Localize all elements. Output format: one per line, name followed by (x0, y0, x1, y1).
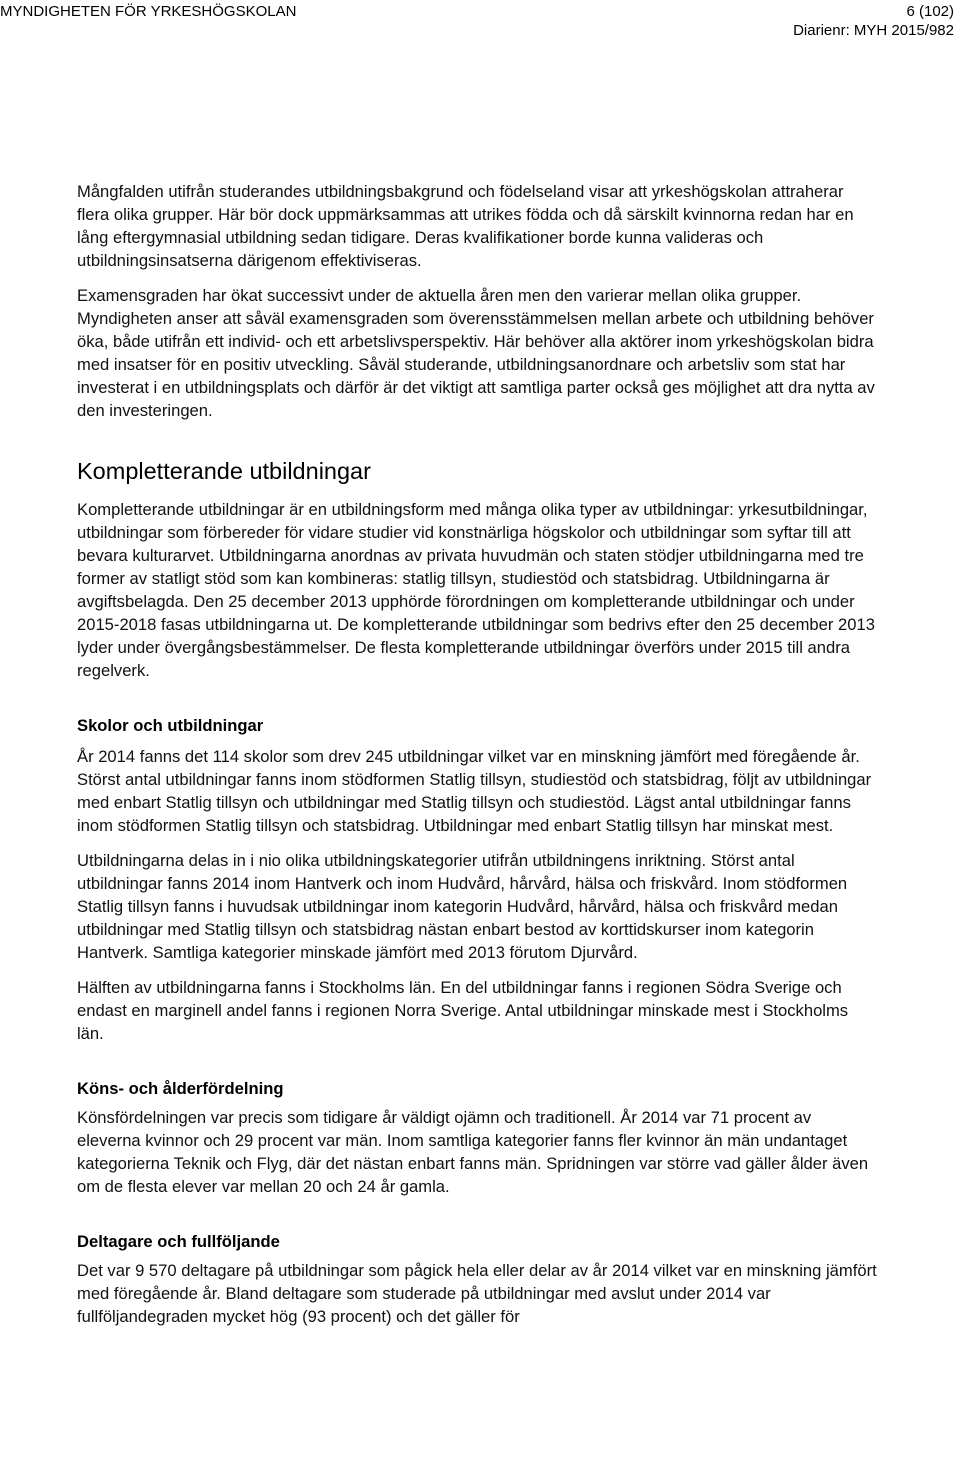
subheading-schools: Skolor och utbildningar (77, 716, 264, 735)
intro-paragraph-1: Mångfalden utifrån studerandes utbildningsbakgrund och födelseland visar att yrkeshögskolan attraherar flera olika grupper. Här bör dock uppmärksammas att utrikes födda och då särskilt kvinnorna redan har en lång eftergymnasial utbildning sedan tidigare. Deras kvalifikationer borde kunna valideras och utbildningsinsatserna därigenom effektiviseras. (77, 182, 854, 270)
organization-name: MYNDIGHETEN FÖR YRKESHÖGSKOLAN (0, 3, 297, 20)
participants-paragraph: Det var 9 570 deltagare på utbildningar som pågick hela eller delar av år 2014 vilket var en minskning jämfört med föregående år. Bland deltagare som studerade på utbildningar med avslut under 2014 var fullföljandegraden mycket hög (93 procent) och det gäller för (77, 1261, 877, 1326)
subheading-gender-age: Köns- och ålderfördelning (77, 1079, 284, 1098)
section-heading: Kompletterande utbildningar (77, 458, 371, 484)
schools-paragraph-3: Hälften av utbildningarna fanns i Stockholms län. En del utbildningar fanns i regionen Södra Sverige och endast en marginell andel fanns i regionen Norra Sverige. Antal utbildningar minskade mest i Stockholms län. (77, 978, 849, 1043)
schools-paragraph-2: Utbildningarna delas in i nio olika utbildningskategorier utifrån utbildningens inriktning. Störst antal utbildningar fanns 2014 inom Hantverk och inom Hudvård, hårvård, hälsa och friskvård. Inom stödformen Statlig tillsyn fanns i huvudsak utbildningar inom kategorin Hudvård, hårvård, hälsa och friskvård medan utbildningar med Statlig tillsyn och statsbidrag nästan enbart bestod av korttidskurser inom kategorin Hantverk. Samtliga kategorier minskade jämfört med 2013 förutom Djurvård. (77, 851, 848, 962)
subheading-participants: Deltagare och fullföljande (77, 1232, 280, 1251)
section-paragraph: Kompletterande utbildningar är en utbildningsform med många olika typer av utbildningar: yrkesutbildningar, utbildningar som förbereder för vidare studier vid konstnärliga högskolor och utbildningar som syftar till att bevara kulturarvet. Utbildningarna anordnas av privata huvudmän och staten stödjer utbildningarna med tre former av statligt stöd som kan kombineras: statlig tillsyn, studiestöd och statsbidrag. Utbildningarna är avgiftsbelagda. Den 25 december 2013 upphörde förordningen om kompletterande utbildningar och under 2015-2018 fasas utbildningarna ut. De kompletterande utbildningar som bedrivs efter den 25 december 2013 lyder under övergångsbestämmelser. De flesta kompletterande utbildningar överförs under 2015 till andra regelverk. (77, 500, 875, 680)
diary-number: Diarienr: MYH 2015/982 (793, 22, 954, 39)
page-header (0, 0, 960, 48)
schools-paragraph-1: År 2014 fanns det 114 skolor som drev 245 utbildningar vilket var en minskning jämfört med föregående år. Störst antal utbildningar fanns inom stödformen Statlig tillsyn, studiestöd och statsbidrag, följt av utbildningar med enbart Statlig tillsyn och utbildningar med Statlig tillsyn och studiestöd. Lägst antal utbildningar fanns inom stödformen Statlig tillsyn och statsbidrag. Utbildningar med enbart Statlig tillsyn har minskat mest. (77, 747, 872, 835)
document-body (77, 180, 877, 1328)
gender-age-paragraph: Könsfördelningen var precis som tidigare år väldigt ojämn och traditionell. År 2014 var 71 procent av eleverna kvinnor och 29 procent var män. Inom samtliga kategorier fanns fler kvinnor än män undantaget kategorierna Teknik och Flyg, där det nästan enbart fanns män. Spridningen var större vad gäller ålder även om de flesta elever var mellan 20 och 24 år gamla. (77, 1108, 869, 1196)
page-number: 6 (102) (906, 3, 954, 20)
intro-paragraph-2: Examensgraden har ökat successivt under de aktuella åren men den varierar mellan olika grupper. Myndigheten anser att såväl examensgraden som överensstämmelsen mellan arbete och utbildning behöver öka, både utifrån ett individ- och ett arbetslivsperspektiv. Här behöver alla aktörer inom yrkeshögskolan bidra med insatser för en positiv utveckling. Såväl studerande, utbildningsanordnare och arbetsliv som stat har investerat i en utbildningsplats och därför är det viktigt att samtliga parter också ges möjlighet att dra nytta av den investeringen. (77, 286, 875, 420)
